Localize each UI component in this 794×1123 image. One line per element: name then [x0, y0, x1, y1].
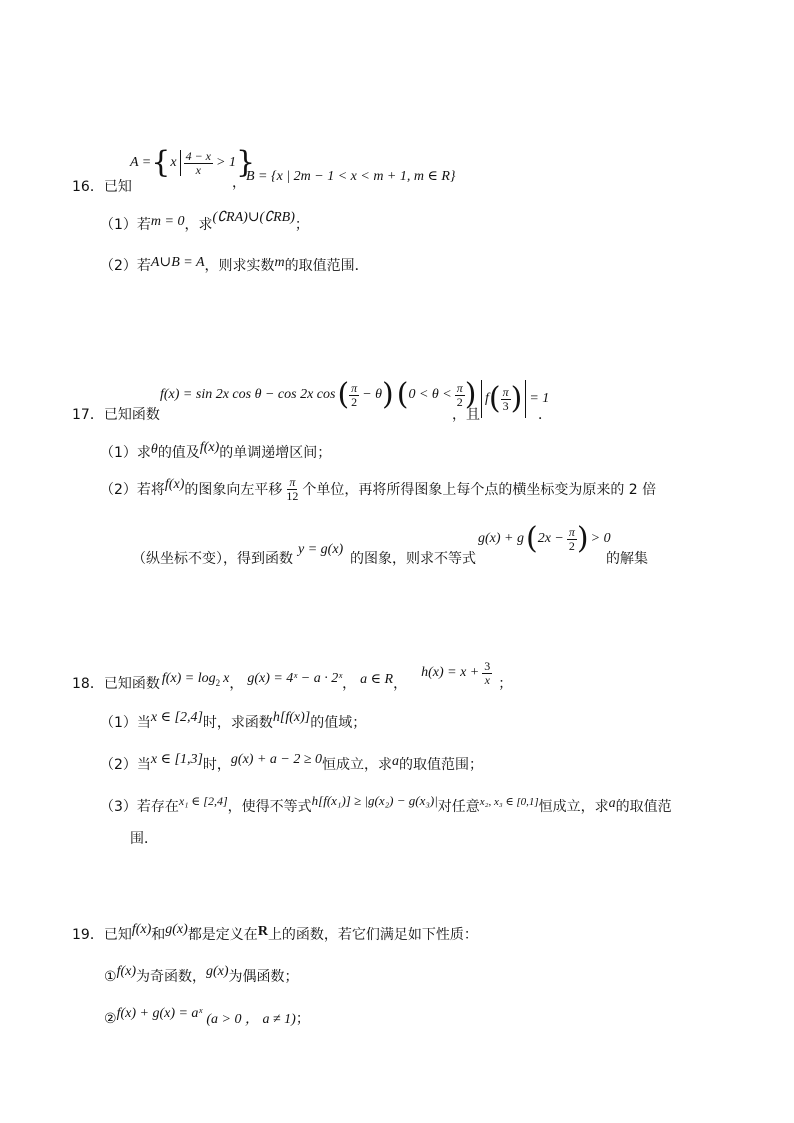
q17-func-lhs: f(x) = sin 2x cos θ − cos 2x cos — [160, 387, 336, 402]
q18-stem — [72, 659, 513, 693]
q18-p1-expr: h[f(x)] — [272, 710, 311, 725]
q18-p3-t2: 对任意 — [437, 799, 480, 815]
q17-frac-num: π — [351, 380, 358, 395]
q19-c2-expr: f(x) + g(x) = aˣ — [116, 1006, 203, 1021]
q19-t1: 都是定义在 — [187, 927, 258, 943]
q19-c1-fx: f(x) — [116, 964, 136, 979]
q17-condition: f ( $\frac{\pi}{3}$ ) = 1 — [478, 380, 549, 418]
q17-p1-mid: 的值及 — [157, 445, 200, 461]
q19-and: 和 — [151, 927, 166, 943]
q17-qie: ，且 — [452, 407, 480, 423]
q18-frac-num: 3 — [484, 659, 491, 673]
q18-p2-end: 的取值范围； — [399, 757, 484, 773]
q16-frac-num: 4 − x — [185, 148, 211, 163]
q16-frac-den: x — [195, 162, 201, 177]
q16-set-a-var: x — [170, 155, 177, 170]
q17-p2-text2: 个单位，再将所得图象上每个点的横坐标变为原来的 2 倍 — [302, 482, 657, 499]
q17-range-num: π — [456, 380, 463, 395]
q17-f-label: f — [485, 391, 489, 406]
q18-p2-cond: x ∈ [1,3] — [150, 752, 203, 767]
q17-p2-label: （2）若将 — [100, 482, 165, 499]
q17-ineq-b: 2x − — [537, 531, 564, 546]
q17-ineq-c: > 0 — [590, 531, 611, 546]
q18-end: ； — [498, 676, 513, 693]
q16-p2-cond: A∪B = A — [150, 255, 205, 270]
q17-part2 — [100, 476, 656, 502]
q17-p1-label: （1）求 — [100, 445, 151, 461]
q18-p1-cond: x ∈ [2,4] — [150, 710, 203, 725]
q17-range-den: 2 — [456, 394, 463, 409]
q18-p1-t1: 时，求函数 — [202, 715, 273, 731]
q19-c2-cond: (a > 0 ， a ≠ 1) — [206, 1012, 296, 1027]
q19-t2: 上的函数，若它们满足如下性质： — [267, 927, 478, 943]
q17-pi12-num: π — [289, 475, 296, 489]
q17-function: f(x) = sin 2x cos θ − cos 2x cos ( $\frac{\pi}{2}$ − θ ) ( 0 < θ < $\frac{\pi}{2}$ ) — [160, 377, 477, 412]
q17-pi12-den: 12 — [286, 488, 299, 503]
q18-a-in-r: a ∈ R — [360, 671, 394, 687]
q17-part1 — [100, 442, 331, 462]
q16-p1-expr: (∁RA)∪(∁RB) — [212, 210, 295, 225]
q16-p1-label: （1）若 — [100, 217, 151, 233]
q16-fraction — [184, 150, 213, 176]
q17-ineq-den: 2 — [568, 538, 575, 553]
q19-R: R — [257, 924, 268, 939]
q18-frac-3x — [482, 660, 492, 686]
q17-eq1: = 1 — [529, 391, 550, 406]
q17-minus-theta: − θ — [362, 387, 383, 402]
q17-p2-text1: 的图象向左平移 — [184, 482, 283, 499]
q17-pi3-den: 3 — [502, 398, 509, 413]
q17-number: 17．已知函数 — [72, 407, 160, 423]
q16-p2-label: （2）若 — [100, 258, 151, 274]
q18-p2-expr: g(x) + a − 2 ≥ 0 — [230, 752, 323, 767]
q19-gx: g(x) — [165, 922, 188, 937]
q18-p3-label: （3）若存在 — [100, 799, 179, 815]
q17-dot: ． — [538, 407, 552, 423]
q17-p2-y: y = g(x) — [298, 542, 344, 557]
q18-part1 — [100, 712, 366, 732]
q17-p2-end: 的解集 — [606, 551, 648, 567]
q18-gx: g(x) = 4ˣ − a · 2ˣ — [247, 671, 343, 687]
q19-c1-gx: g(x) — [206, 964, 229, 979]
q18-p3-t4: 的取值范 — [615, 799, 672, 815]
q17-ineq-a: g(x) + g — [478, 531, 524, 546]
q19-c2-label: ② — [104, 1011, 117, 1027]
q16-part1 — [100, 210, 309, 234]
q18-part3 — [100, 793, 672, 816]
q18-number: 18．已知函数 — [72, 676, 160, 693]
q19-number: 19．已知 — [72, 927, 132, 943]
q18-p3-a: a — [608, 796, 616, 811]
q16-number: 16．已知 — [72, 179, 132, 195]
q17-inequality: g(x) + g ( 2x − $\frac{\pi}{2}$ ) > 0 — [478, 521, 611, 556]
q17-range: 0 < θ < — [408, 387, 452, 402]
q16-p1-end: ； — [294, 217, 309, 233]
q17-ineq-num: π — [568, 524, 575, 539]
q17-p2-text4: 的图象，则求不等式 — [350, 551, 476, 567]
q18-frac-den: x — [484, 672, 490, 687]
q17-frac-pi-3 — [501, 386, 511, 412]
q16-p1-cond: m = 0 — [150, 214, 185, 229]
q18-p2-t2: 恒成立，求 — [322, 757, 393, 773]
q19-c2-end: ； — [295, 1011, 310, 1027]
q17-p2-text3: （纵坐标不变），得到函数 — [132, 551, 293, 567]
q18-p3-t3: 恒成立，求 — [538, 799, 609, 815]
q18-p3-expr: h[f(x₁)] ≥ |g(x₂) − g(x₃)| — [311, 793, 438, 808]
q17-p1-fx: f(x) — [199, 440, 220, 455]
q18-p1-end: 的值域； — [310, 715, 367, 731]
q17-p1-end: 的单调递增区间； — [219, 445, 332, 461]
q18-sep3: ， — [393, 676, 408, 693]
q18-fx-tail: x — [223, 671, 230, 687]
q18-p2-a: a — [392, 754, 400, 769]
q18-p3-cond: x₁ ∈ [2,4] — [178, 794, 228, 808]
q16-set-a: A = { x $\frac{4 - x}{x}$ > 1 } — [130, 145, 256, 180]
q19-c1-t2: 为偶函数； — [228, 969, 299, 985]
q19-c1-label: ① — [104, 969, 117, 985]
q16-p2-end: 的取值范围． — [284, 258, 369, 274]
q16-p2-text: ，则求实数 — [204, 258, 275, 274]
q18-sep1: ， — [229, 676, 244, 693]
q17-ineq-frac — [567, 526, 577, 552]
q16-p2-var: m — [274, 255, 285, 270]
q16-set-a-prefix: A = — [130, 155, 152, 170]
q16-gt1: > 1 — [216, 155, 236, 170]
q18-sep2: ， — [342, 676, 357, 693]
q17-p1-theta: θ — [150, 442, 158, 457]
q18-p3-cond2: x₂, x₃ ∈ [0,1] — [479, 796, 539, 808]
q19-fx: f(x) — [131, 922, 152, 937]
q18-p2-t1: 时， — [202, 757, 231, 773]
q17-frac-pi-12 — [284, 476, 300, 502]
q18-p1-label: （1）当 — [100, 715, 151, 731]
q19-cond1 — [104, 966, 299, 986]
q18-hx: h(x) = x + — [421, 665, 480, 681]
q17-p2-fx: f(x) — [164, 477, 185, 493]
q18-p2-label: （2）当 — [100, 757, 151, 773]
q18-part2 — [100, 754, 483, 774]
q17-frac-den: 2 — [351, 394, 358, 409]
q16-stem — [72, 148, 132, 195]
q16-part2 — [100, 255, 369, 275]
q19-cond2 — [104, 1008, 310, 1028]
q16-comma: ， — [232, 175, 246, 191]
q18-p3-t5: 围． — [130, 831, 158, 847]
q16-p1-text: ，求 — [184, 217, 213, 233]
q18-fx: f(x) = log — [161, 671, 216, 687]
q17-pi3-num: π — [502, 384, 509, 399]
q19-c1-t1: 为奇函数， — [136, 969, 206, 985]
q16-set-b: B = {x | 2m − 1 < x < m + 1, m ∈ R} — [246, 169, 456, 184]
q17-frac-pi-2 — [349, 382, 359, 408]
q19-stem — [72, 924, 478, 944]
q18-fx-sub: 2 — [215, 678, 221, 689]
q18-p3-t1: ，使得不等式 — [227, 799, 312, 815]
